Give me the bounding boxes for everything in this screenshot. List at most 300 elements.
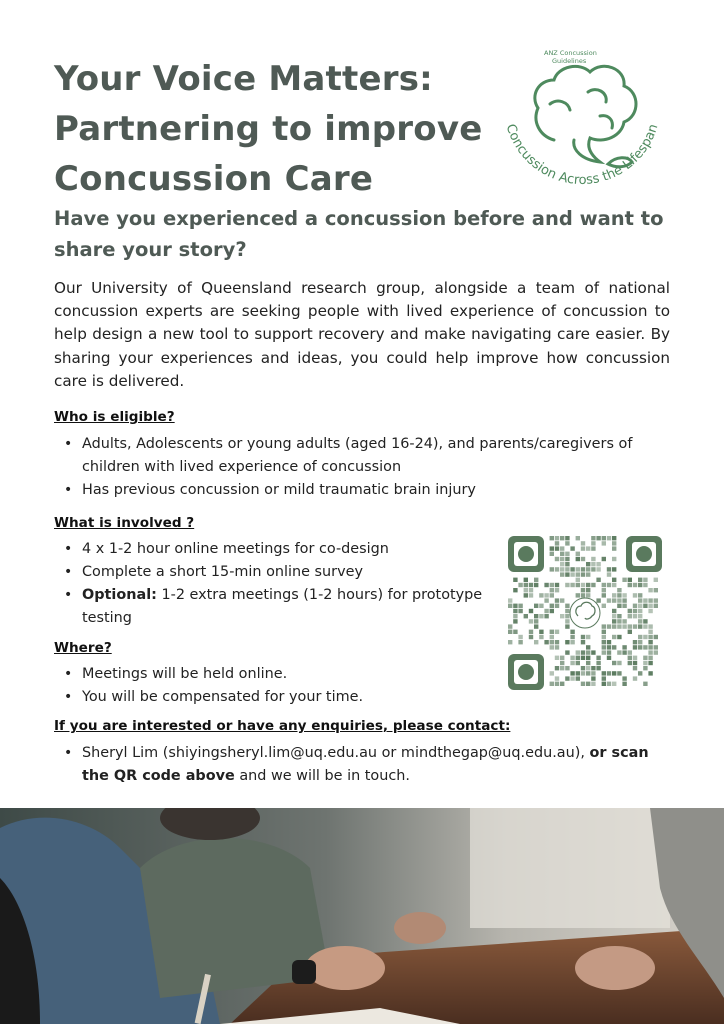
- qr-module: [617, 635, 621, 639]
- qr-module: [576, 671, 580, 675]
- qr-module: [581, 572, 585, 576]
- qr-module: [612, 598, 616, 602]
- qr-module: [560, 682, 564, 686]
- qr-module: [607, 671, 611, 675]
- title-line-2: Partnering to improve: [54, 109, 483, 149]
- qr-module: [586, 583, 590, 587]
- qr-module: [591, 676, 595, 680]
- qr-module: [622, 645, 626, 649]
- qr-module: [638, 583, 642, 587]
- qr-module: [586, 661, 590, 665]
- qr-module: [508, 630, 512, 634]
- contact-tail: and we will be in touch.: [234, 768, 410, 784]
- qr-module: [560, 552, 564, 556]
- qr-module: [612, 578, 616, 582]
- qr-module: [555, 583, 559, 587]
- qr-module: [560, 546, 564, 550]
- qr-module: [518, 609, 522, 613]
- qr-module: [550, 593, 554, 597]
- qr-module: [596, 536, 600, 540]
- qr-module: [654, 604, 658, 608]
- qr-module: [633, 609, 637, 613]
- qr-module: [560, 572, 564, 576]
- qr-finder-bottom-left: [508, 654, 544, 690]
- qr-module: [555, 546, 559, 550]
- qr-module: [576, 557, 580, 561]
- qr-module: [565, 572, 569, 576]
- qr-module: [607, 536, 611, 540]
- qr-module: [622, 624, 626, 628]
- qr-module: [643, 583, 647, 587]
- qr-module: [638, 609, 642, 613]
- qr-module: [581, 671, 585, 675]
- qr-module: [565, 562, 569, 566]
- qr-module: [565, 552, 569, 556]
- qr-module: [586, 572, 590, 576]
- qr-module: [643, 619, 647, 623]
- qr-module: [602, 557, 606, 561]
- qr-module: [565, 666, 569, 670]
- qr-module: [550, 630, 554, 634]
- qr-module: [622, 604, 626, 608]
- qr-module: [633, 656, 637, 660]
- qr-module: [581, 656, 585, 660]
- qr-module: [612, 541, 616, 545]
- qr-module: [602, 630, 606, 634]
- involvement-list: [54, 538, 502, 630]
- eligibility-list: [54, 433, 672, 502]
- qr-module: [570, 583, 574, 587]
- qr-module: [529, 588, 533, 592]
- qr-module: [648, 609, 652, 613]
- qr-module: [633, 676, 637, 680]
- qr-module: [591, 541, 595, 545]
- qr-module: [576, 536, 580, 540]
- poster-title: [54, 54, 484, 204]
- qr-module: [638, 640, 642, 644]
- qr-module: [524, 588, 528, 592]
- qr-module: [555, 630, 559, 634]
- qr-module: [524, 583, 528, 587]
- qr-module: [628, 578, 632, 582]
- qr-module: [638, 604, 642, 608]
- qr-module: [513, 614, 517, 618]
- qr-module: [550, 536, 554, 540]
- qr-module: [581, 567, 585, 571]
- qr-module: [586, 562, 590, 566]
- qr-module: [648, 645, 652, 649]
- qr-module: [602, 593, 606, 597]
- qr-module: [508, 598, 512, 602]
- qr-module: [607, 572, 611, 576]
- qr-module: [591, 557, 595, 561]
- qr-module: [544, 614, 548, 618]
- qr-module: [602, 583, 606, 587]
- qr-module: [560, 536, 564, 540]
- list-item: • Adults, Adolescents or young adults (aged 16-24), and parents/caregivers of children with lived experience of concussion: [82, 433, 672, 479]
- list-item: • Meetings will be held online.: [82, 663, 502, 686]
- qr-module: [508, 624, 512, 628]
- qr-module: [602, 588, 606, 592]
- qr-module: [586, 656, 590, 660]
- qr-module: [550, 640, 554, 644]
- qr-module: [612, 583, 616, 587]
- qr-module: [586, 645, 590, 649]
- qr-module: [628, 624, 632, 628]
- qr-module: [555, 676, 559, 680]
- qr-module: [570, 656, 574, 660]
- qr-module: [643, 604, 647, 608]
- qr-module: [529, 609, 533, 613]
- qr-module: [544, 598, 548, 602]
- qr-module: [570, 676, 574, 680]
- qr-module: [602, 671, 606, 675]
- qr-module: [628, 609, 632, 613]
- qr-module: [518, 635, 522, 639]
- qr-module: [518, 583, 522, 587]
- qr-module: [555, 598, 559, 602]
- qr-module: [638, 671, 642, 675]
- qr-module: [524, 578, 528, 582]
- qr-module: [633, 593, 637, 597]
- qr-module: [596, 661, 600, 665]
- qr-module: [534, 619, 538, 623]
- qr-module: [617, 650, 621, 654]
- qr-module: [617, 614, 621, 618]
- qr-module: [550, 546, 554, 550]
- qr-module: [576, 661, 580, 665]
- scan-qr-text: or scan the QR code above: [82, 745, 649, 784]
- qr-module: [565, 567, 569, 571]
- qr-module: [591, 567, 595, 571]
- qr-module: [529, 593, 533, 597]
- qr-module: [602, 604, 606, 608]
- qr-module: [622, 578, 626, 582]
- qr-module: [643, 666, 647, 670]
- qr-module: [607, 656, 611, 660]
- qr-module: [586, 567, 590, 571]
- logo-top-text-1: ANZ Concussion: [544, 49, 597, 57]
- qr-module: [622, 619, 626, 623]
- qr-module: [617, 604, 621, 608]
- qr-module: [534, 640, 538, 644]
- qr-module: [534, 578, 538, 582]
- qr-module: [565, 650, 569, 654]
- qr-module: [591, 583, 595, 587]
- list-item: • You will be compensated for your time.: [82, 686, 502, 709]
- qr-module: [617, 598, 621, 602]
- qr-module: [534, 624, 538, 628]
- qr-module: [581, 588, 585, 592]
- meeting-photo: [0, 808, 724, 1024]
- qr-module: [633, 583, 637, 587]
- qr-module: [586, 588, 590, 592]
- qr-module: [555, 536, 559, 540]
- qr-module: [555, 640, 559, 644]
- qr-module: [576, 572, 580, 576]
- list-item: • Complete a short 15-min online survey: [82, 561, 502, 584]
- qr-module: [617, 588, 621, 592]
- qr-module: [581, 682, 585, 686]
- qr-module: [622, 650, 626, 654]
- qr-module: [565, 676, 569, 680]
- qr-module: [586, 666, 590, 670]
- qr-module: [555, 567, 559, 571]
- qr-module: [555, 645, 559, 649]
- qr-module: [534, 583, 538, 587]
- qr-module: [560, 567, 564, 571]
- qr-module: [617, 671, 621, 675]
- qr-module: [570, 671, 574, 675]
- qr-module: [643, 682, 647, 686]
- qr-module: [550, 567, 554, 571]
- qr-module: [555, 656, 559, 660]
- qr-module: [560, 562, 564, 566]
- qr-module: [596, 562, 600, 566]
- qr-module: [622, 676, 626, 680]
- qr-module: [550, 635, 554, 639]
- qr-module: [586, 682, 590, 686]
- qr-module: [612, 567, 616, 571]
- where-heading: Where?: [54, 640, 112, 656]
- qr-module: [565, 583, 569, 587]
- qr-module: [628, 656, 632, 660]
- qr-module: [602, 682, 606, 686]
- qr-code[interactable]: [506, 534, 664, 692]
- qr-module: [612, 619, 616, 623]
- list-item: • Has previous concussion or mild traumatic brain injury: [82, 479, 672, 502]
- qr-module: [570, 567, 574, 571]
- qr-module: [602, 676, 606, 680]
- title-line-1: Your Voice Matters:: [54, 59, 433, 99]
- qr-module: [565, 536, 569, 540]
- qr-module: [565, 640, 569, 644]
- qr-center-logo: [570, 598, 600, 628]
- qr-module: [648, 598, 652, 602]
- qr-module: [596, 666, 600, 670]
- brain-icon: [535, 66, 636, 166]
- qr-module: [550, 645, 554, 649]
- eligibility-heading: Who is eligible?: [54, 409, 175, 425]
- qr-module: [638, 619, 642, 623]
- qr-module: [628, 661, 632, 665]
- qr-module: [607, 598, 611, 602]
- qr-module: [643, 661, 647, 665]
- qr-module: [648, 640, 652, 644]
- qr-module: [622, 682, 626, 686]
- qr-module: [576, 578, 580, 582]
- qr-module: [602, 541, 606, 545]
- qr-module: [570, 640, 574, 644]
- qr-module: [612, 614, 616, 618]
- qr-module: [643, 635, 647, 639]
- qr-module: [638, 624, 642, 628]
- qr-module: [570, 546, 574, 550]
- where-list: [54, 663, 502, 709]
- qr-module: [622, 598, 626, 602]
- qr-module: [628, 583, 632, 587]
- qr-module: [591, 671, 595, 675]
- qr-module: [524, 593, 528, 597]
- qr-module: [602, 645, 606, 649]
- qr-module: [648, 635, 652, 639]
- qr-module: [576, 676, 580, 680]
- qr-module: [513, 609, 517, 613]
- qr-module: [550, 583, 554, 587]
- qr-module: [622, 593, 626, 597]
- qr-module: [539, 604, 543, 608]
- qr-module: [607, 645, 611, 649]
- qr-module: [638, 578, 642, 582]
- qr-module: [591, 536, 595, 540]
- optional-text: 1-2 extra meetings (1-2 hours) for prototype testing: [82, 587, 483, 626]
- qr-module: [612, 682, 616, 686]
- qr-module: [581, 593, 585, 597]
- qr-module: [648, 650, 652, 654]
- qr-module: [560, 614, 564, 618]
- qr-module: [560, 557, 564, 561]
- qr-finder-top-left: [508, 536, 544, 572]
- qr-module: [565, 541, 569, 545]
- qr-module: [643, 645, 647, 649]
- qr-module: [544, 609, 548, 613]
- list-item: [82, 584, 502, 630]
- qr-module: [654, 635, 658, 639]
- qr-module: [576, 593, 580, 597]
- qr-module: [607, 640, 611, 644]
- qr-module: [513, 578, 517, 582]
- qr-module: [570, 635, 574, 639]
- qr-module: [576, 552, 580, 556]
- qr-module: [550, 552, 554, 556]
- qr-module: [529, 619, 533, 623]
- qr-module: [612, 661, 616, 665]
- qr-module: [565, 624, 569, 628]
- qr-module: [560, 656, 564, 660]
- qr-module: [565, 609, 569, 613]
- qr-module: [570, 661, 574, 665]
- qr-module: [638, 645, 642, 649]
- qr-module: [529, 630, 533, 634]
- qr-module: [643, 624, 647, 628]
- qr-module: [607, 583, 611, 587]
- qr-module: [643, 598, 647, 602]
- qr-module: [513, 604, 517, 608]
- anz-concussion-guidelines-logo: [492, 44, 672, 194]
- qr-module: [555, 541, 559, 545]
- qr-module: [581, 546, 585, 550]
- qr-module: [633, 661, 637, 665]
- qr-module: [648, 624, 652, 628]
- qr-module: [534, 604, 538, 608]
- qr-module: [565, 557, 569, 561]
- qr-module: [581, 635, 585, 639]
- list-item: • 4 x 1-2 hour online meetings for co-design: [82, 538, 502, 561]
- qr-module: [576, 656, 580, 660]
- qr-module: [565, 614, 569, 618]
- optional-label: Optional:: [82, 587, 157, 603]
- qr-module: [544, 640, 548, 644]
- qr-module: [591, 666, 595, 670]
- qr-module: [550, 604, 554, 608]
- qr-module: [529, 583, 533, 587]
- qr-module: [612, 546, 616, 550]
- qr-module: [612, 557, 616, 561]
- qr-module: [654, 598, 658, 602]
- qr-module: [560, 666, 564, 670]
- qr-module: [555, 557, 559, 561]
- qr-module: [617, 593, 621, 597]
- qr-module: [555, 682, 559, 686]
- qr-module: [628, 614, 632, 618]
- qr-module: [586, 650, 590, 654]
- title-line-3: Concussion Care: [54, 159, 374, 199]
- qr-module: [591, 546, 595, 550]
- qr-module: [633, 604, 637, 608]
- qr-module: [508, 640, 512, 644]
- qr-module: [518, 640, 522, 644]
- intro-paragraph: Our University of Queensland research group, alongside a team of national concussion experts are seeking people with lived experience of concussion to help design a new tool to support recovery and make navigating care easier. By sharing your experiences and ideas, you could help improve how concussion care is delivered.: [54, 279, 670, 390]
- qr-module: [612, 624, 616, 628]
- qr-module: [539, 630, 543, 634]
- qr-module: [607, 624, 611, 628]
- qr-module: [518, 604, 522, 608]
- logo-top-text-2: Guidelines: [552, 57, 587, 65]
- qr-module: [596, 567, 600, 571]
- qr-module: [643, 656, 647, 660]
- qr-module: [607, 682, 611, 686]
- qr-module: [581, 650, 585, 654]
- qr-module: [648, 588, 652, 592]
- qr-module: [581, 557, 585, 561]
- qr-module: [648, 630, 652, 634]
- qr-module: [648, 661, 652, 665]
- qr-module: [638, 614, 642, 618]
- qr-module: [555, 604, 559, 608]
- qr-module: [602, 536, 606, 540]
- qr-module: [581, 541, 585, 545]
- qr-module: [648, 671, 652, 675]
- qr-module: [612, 671, 616, 675]
- qr-module: [643, 578, 647, 582]
- qr-module: [555, 588, 559, 592]
- contact-list: [54, 742, 672, 788]
- qr-module: [524, 614, 528, 618]
- qr-module: [648, 604, 652, 608]
- qr-module: [607, 567, 611, 571]
- qr-module: [638, 598, 642, 602]
- qr-module: [576, 650, 580, 654]
- qr-module: [550, 682, 554, 686]
- qr-module: [602, 624, 606, 628]
- qr-module: [508, 604, 512, 608]
- qr-module: [565, 604, 569, 608]
- qr-module: [596, 656, 600, 660]
- qr-module: [581, 583, 585, 587]
- qr-module: [654, 650, 658, 654]
- qr-module: [648, 656, 652, 660]
- qr-module: [638, 635, 642, 639]
- qr-module: [612, 536, 616, 540]
- qr-module: [612, 593, 616, 597]
- qr-module: [539, 593, 543, 597]
- qr-module: [612, 645, 616, 649]
- qr-module: [591, 682, 595, 686]
- qr-module: [607, 650, 611, 654]
- qr-module: [550, 588, 554, 592]
- qr-module: [617, 624, 621, 628]
- qr-module: [576, 583, 580, 587]
